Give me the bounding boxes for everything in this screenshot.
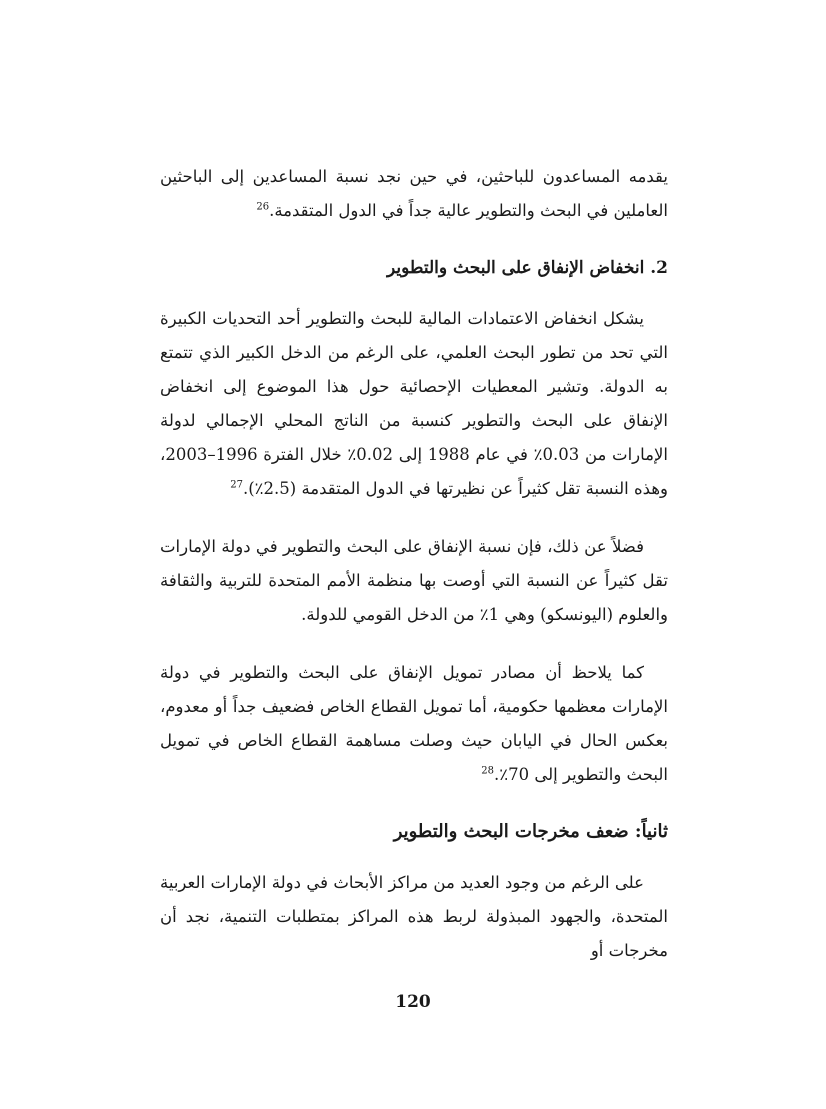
- major-heading: ثانياً: ضعف مخرجات البحث والتطوير: [393, 821, 668, 842]
- section-heading: 2. انخفاض الإنفاق على البحث والتطوير: [387, 258, 668, 278]
- paragraph: [160, 656, 668, 792]
- paragraph-text: يقدمه المساعدون للباحثين، في حين نجد نسبة المساعدين إلى الباحثين العاملين في البحث والتطوير عالية جداً في الدول المتقدمة.: [160, 167, 668, 220]
- paragraph: على الرغم من وجود العديد من مراكز الأبحاث في دولة الإمارات العربية المتحدة، والجهود المبذولة لربط هذه المراكز بمتطلبات التنمية، نجد أن مخرجات أو: [160, 873, 668, 960]
- footnote-ref: 28: [481, 765, 495, 777]
- page-body: [160, 160, 668, 968]
- page-number: 120: [395, 992, 431, 1012]
- paragraph: [160, 302, 668, 506]
- paragraph: فضلاً عن ذلك، فإن نسبة الإنفاق على البحث والتطوير في دولة الإمارات تقل كثيراً عن النسبة التي أوصت بها منظمة الأمم المتحدة للتربية والثقافة والعلوم (اليونسكو) وهي 1٪ من الدخل القومي للدولة.: [160, 537, 668, 624]
- paragraph-text: كما يلاحظ أن مصادر تمويل الإنفاق على البحث والتطوير في دولة الإمارات معظمها حكومية، أما تمويل القطاع الخاص فضعيف جداً أو معدوم، بعكس الحال في اليابان حيث وصلت مساهمة القطاع الخاص في تمويل البحث والتطوير إلى 70٪.: [160, 663, 668, 784]
- paragraph-text: يشكل انخفاض الاعتمادات المالية للبحث والتطوير أحد التحديات الكبيرة التي تحد من تطور البحث العلمي، على الرغم من الدخل الكبير الذي تتمتع به الدولة. وتشير المعطيات الإحصائية حول هذا الموضوع إلى انخفاض الإنفاق على البحث والتطوير كنسبة من الناتج المحلي الإجمالي لدولة الإمارات من 0.03٪ في عام 1988 إلى 0.02٪ خلال الفترة 1996–2003، وهذه النسبة تقل كثيراً عن نظيرتها في الدول المتقدمة (2.5٪).: [160, 309, 668, 498]
- footnote-ref: 27: [230, 479, 243, 491]
- footnote-ref: 26: [256, 201, 270, 213]
- paragraph: [160, 160, 668, 228]
